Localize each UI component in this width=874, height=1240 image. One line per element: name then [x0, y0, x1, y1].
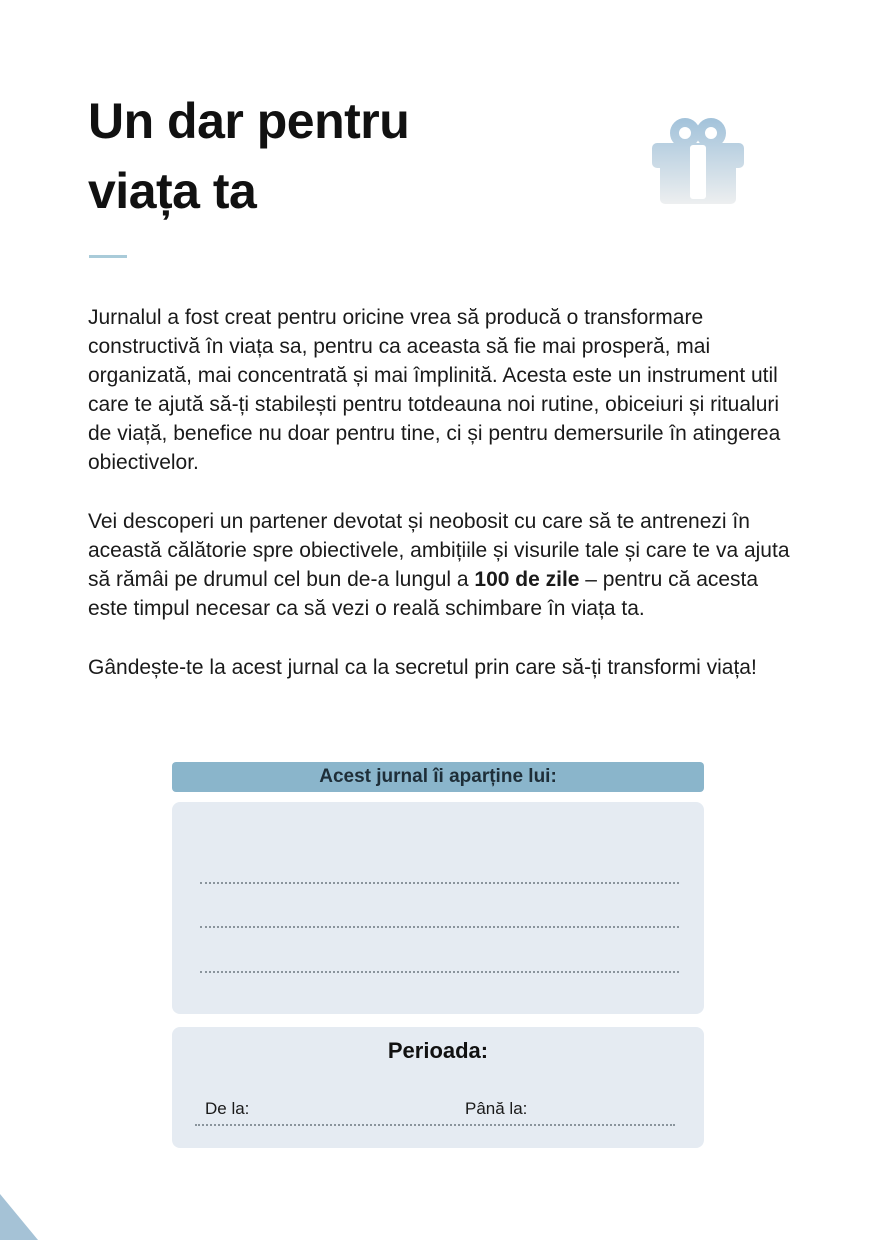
- intro-text: [88, 303, 790, 712]
- owner-box-header: Acest jurnal îi aparține lui:: [172, 762, 704, 792]
- owner-write-line-1: [200, 882, 679, 884]
- period-box-panel: [172, 1027, 704, 1148]
- paragraph-1: Jurnalul a fost creat pentru oricine vrea să producă o transformare constructivă în viața sa, pentru ca aceasta să fie mai prosperă, mai organizată, mai concentrată și mai împlinită. Acesta este un instrument util care te ajută să-ți stabilești pentru totdeauna noi rutine, obiceiuri și ritualuri de viață, benefice nu doar pentru tine, ci și pentru demersurile în atingerea obiectivelor.: [88, 306, 781, 474]
- paragraph-2-text-end: – pentru că acesta este timpul necesar ca să vezi o reală schimbare în viața ta.: [88, 568, 759, 620]
- title-divider: [89, 255, 127, 258]
- paragraph-2: [88, 507, 790, 623]
- paragraph-3: Gândește-te la acest jurnal ca la secretul prin care să-ți transformi viața!: [88, 656, 757, 679]
- period-until-label: Până la:: [465, 1099, 528, 1118]
- owner-write-line-2: [200, 926, 679, 928]
- page-title-line2: viața ta: [88, 163, 257, 219]
- owner-write-line-3: [200, 971, 679, 973]
- period-box-title: Perioada:: [387, 1038, 489, 1063]
- page-title-line1: Un dar pentru: [88, 93, 410, 149]
- gift-icon: [650, 118, 746, 204]
- period-write-line: [195, 1124, 675, 1126]
- paragraph-2-bold-highlight: 100 de zile: [474, 568, 580, 591]
- period-from-label: De la:: [205, 1099, 250, 1118]
- owner-box-panel: [172, 802, 704, 1014]
- paragraph-2-text: Vei descoperi un partener devotat și neobosit cu care să te antrenezi în această călătorie spre obiectivele, ambițiile și visurile tale și care te va ajuta să rămâi pe drumul cel bun de-a lungul a: [88, 510, 790, 591]
- corner-triangle-decoration: [0, 1194, 38, 1240]
- page-title: [88, 86, 409, 226]
